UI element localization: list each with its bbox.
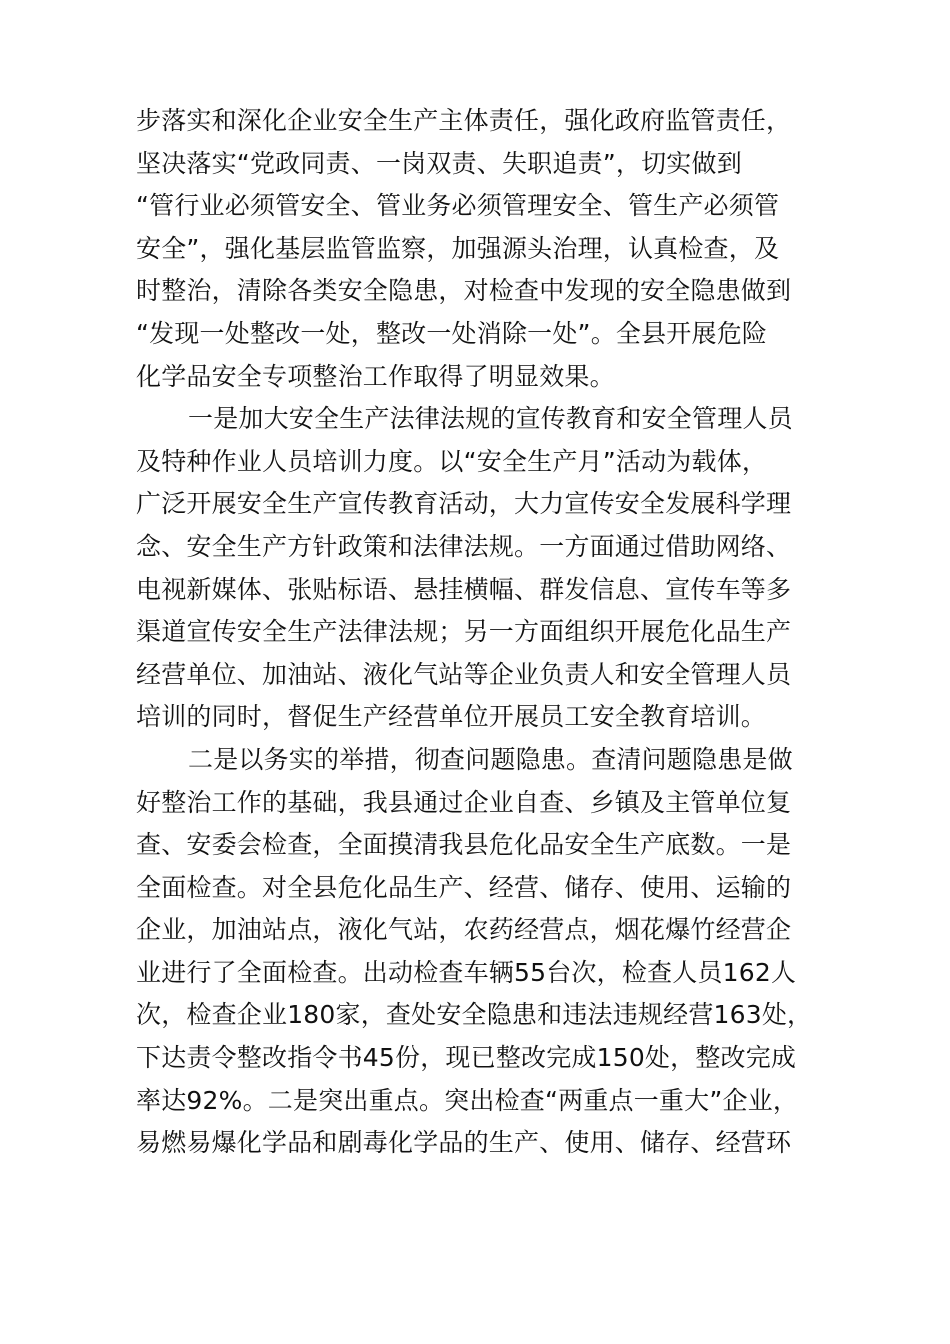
paragraph-2-line-4: 念、安全生产方针政策和法律法规。一方面通过借助网络、 xyxy=(136,531,792,561)
paragraph-3-line-9: 率达92%。二是突出重点。突出检查“两重点一重大”企业， xyxy=(136,1085,799,1115)
paragraph-3-line-10: 易燃易爆化学品和剧毒化学品的生产、使用、储存、经营环 xyxy=(136,1128,792,1158)
paragraph-3-line-7: 次，检查企业180家，查处安全隐患和违法违规经营163处， xyxy=(136,1000,813,1030)
paragraph-2-line-3: 广泛开展安全生产宣传教育活动，大力宣传安全发展科学理 xyxy=(136,489,792,519)
paragraph-2-line-5: 电视新媒体、张贴标语、悬挂横幅、群发信息、宣传车等多 xyxy=(136,574,792,604)
paragraph-1-line-7: 化学品安全专项整治工作取得了明显效果。 xyxy=(136,361,615,391)
paragraph-2-line-7: 经营单位、加油站、液化气站等企业负责人和安全管理人员 xyxy=(136,659,792,689)
paragraph-3-line-8: 下达责令整改指令书45份，现已整改完成150处，整改完成 xyxy=(136,1043,797,1073)
paragraph-1-line-2: 坚决落实“党政同责、一岗双责、失职追责”，切实做到 xyxy=(136,148,742,178)
paragraph-2-line-2: 及特种作业人员培训力度。以“安全生产月”活动为载体， xyxy=(136,446,768,476)
paragraph-3-line-3: 查、安委会检查，全面摸清我县危化品安全生产底数。一是 xyxy=(136,830,792,860)
paragraph-1-line-3: “管行业必须管安全、管业务必须管理安全、管生产必须管 xyxy=(136,191,780,221)
paragraph-1-line-4: 安全”，强化基层监管监察，加强源头治理，认真检查，及 xyxy=(136,233,780,263)
paragraph-1-line-1: 步落实和深化企业安全生产主体责任，强化政府监管责任， xyxy=(136,106,792,135)
paragraph-2-line-6: 渠道宣传安全生产法律法规；另一方面组织开展危化品生产 xyxy=(136,617,792,647)
document-body xyxy=(136,100,816,1165)
paragraph-3-line-4: 全面检查。对全县危化品生产、经营、储存、使用、运输的 xyxy=(136,872,792,902)
paragraph-3-line-1: 二是以务实的举措，彻查问题隐患。查清问题隐患是做 xyxy=(188,744,793,774)
paragraph-2-line-1: 一是加大安全生产法律法规的宣传教育和安全管理人员 xyxy=(188,404,793,434)
paragraph-1-line-5: 时整治，清除各类安全隐患，对检查中发现的安全隐患做到 xyxy=(136,276,792,306)
paragraph-1-line-6: “发现一处整改一处，整改一处消除一处”。全县开展危险 xyxy=(136,318,768,348)
paragraph-3-line-6: 业进行了全面检查。出动检查车辆55台次，检查人员162人 xyxy=(136,957,797,987)
paragraph-3-line-2: 好整治工作的基础，我县通过企业自查、乡镇及主管单位复 xyxy=(136,787,792,817)
paragraph-3-line-5: 企业，加油站点，液化气站，农药经营点，烟花爆竹经营企 xyxy=(136,915,792,945)
paragraph-2-line-8: 培训的同时，督促生产经营单位开展员工安全教育培训。 xyxy=(136,702,767,732)
